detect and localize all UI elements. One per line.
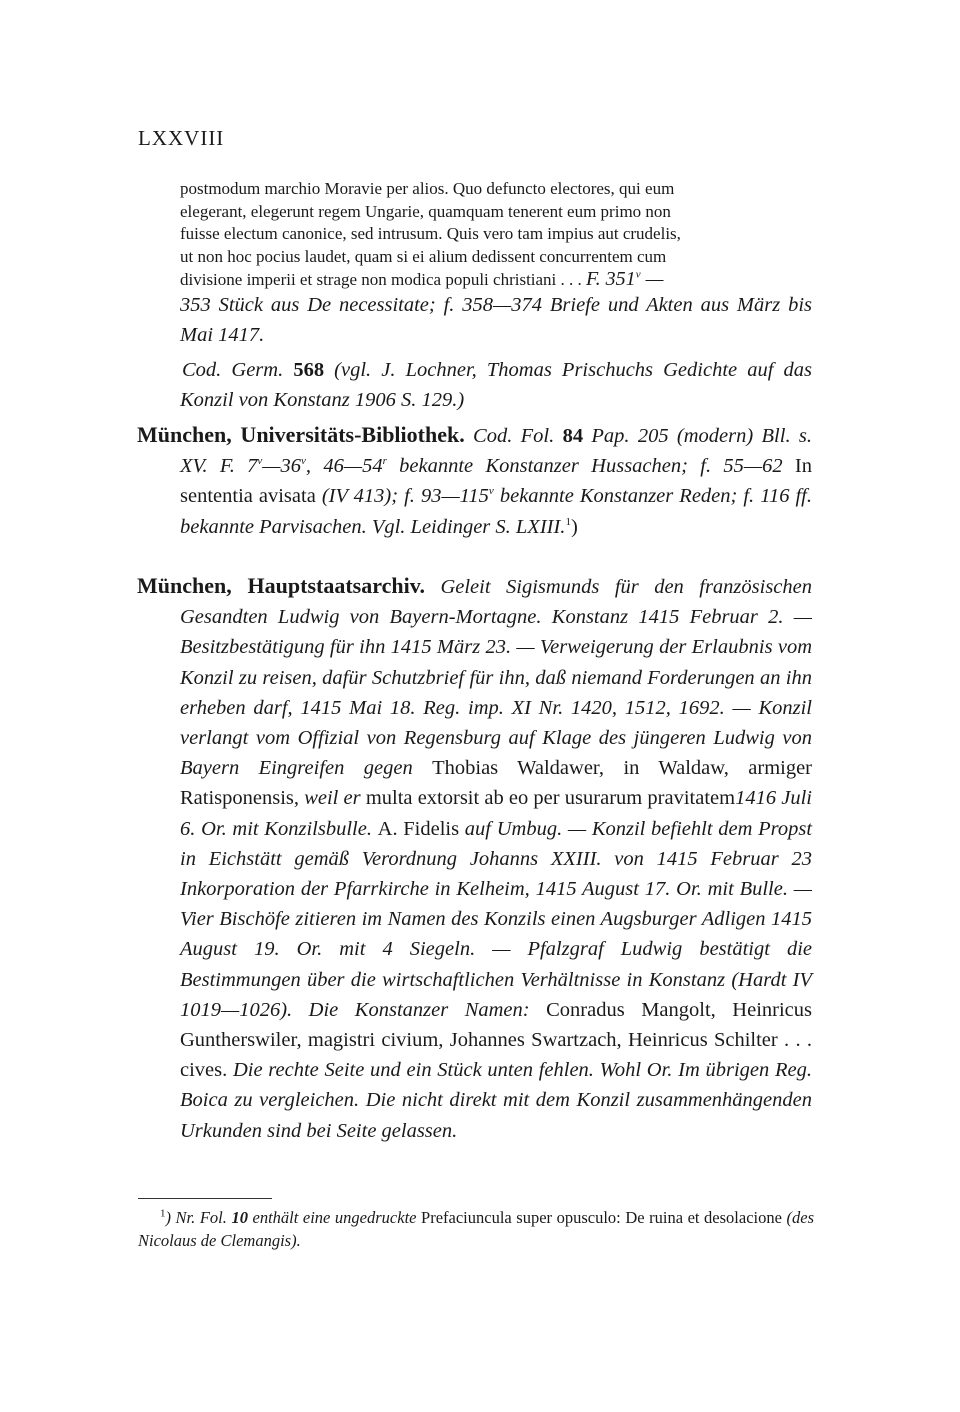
latin-line-2: elegerant, elegerunt regem Ungarie, quamquam tenerent eum primo non bbox=[180, 201, 671, 221]
footnote-number: 1 bbox=[160, 1207, 166, 1220]
codex-number: 568 bbox=[293, 359, 325, 381]
heading-universitaets-bibliothek: München, Universitäts-Bibliothek. bbox=[137, 422, 465, 447]
latin-line-1: postmodum marchio Moravie per alios. Quo defuncto electores, qui eum bbox=[180, 179, 675, 198]
folio-reference: F. 351$^v$ — bbox=[586, 268, 664, 290]
latin-line-4: ut non hoc pocius laudet, quam si ei alium dedissent concurrentem cum bbox=[180, 246, 667, 266]
footnote: $^1$) Nr. Fol. 10 enthält eine ungedruckte Prefaciuncula super opusculo: De ruina et desolacione (des Nicolaus de Clemangis). bbox=[138, 1207, 814, 1250]
entry-contents-continued bbox=[180, 290, 812, 350]
entry-universitaets-bibliothek: München, Universitäts-Bibliothek. Cod. Fol. 84 Pap. 205 (modern) Bll. s. XV. F. 7$^v$—36$^v$, 46—54$^r$ bekannte Konstanzer Hussachen; f. 55—62 In sententia avisata (IV 413); f. 93—115$^v$ bekannte Konstanzer Reden; f. 116 ff. bekannte Parvisachen. Vgl. Leidinger S. LXIII.$^1$) bbox=[137, 422, 812, 538]
heading-hauptstaatsarchiv: München, Hauptstaatsarchiv. bbox=[137, 573, 426, 598]
footnote-divider bbox=[138, 1198, 272, 1199]
latin-line-5: divisione imperii et strage non modica populi christiani . . . bbox=[180, 270, 582, 289]
latin-quote bbox=[180, 178, 812, 292]
entry-cod-germ: Cod. Germ. 568 (vgl. J. Lochner, Thomas Prischuchs Gedichte auf das Konzil von Konstanz 1906 S. 129.) bbox=[180, 359, 813, 412]
page-number: LXXVIII bbox=[138, 126, 225, 150]
contents-text: 353 Stück aus De necessitate; f. 358—374 Briefe und Akten aus März bis Mai 1417. bbox=[180, 294, 812, 347]
footnote-marker: 1 bbox=[565, 515, 571, 528]
latin-line-3: fuisse electum canonice, sed intrusum. Quis vero tam impius aut crudelis, bbox=[180, 224, 681, 243]
entry-hauptstaatsarchiv: München, Hauptstaatsarchiv. Geleit Sigismunds für den französischen Gesandten Ludwig von Bayern-Mortagne. Konstanz 1415 Februar 2. — Besitzbestätigung für ihn 1415 März 23. — Verweigerung der Erlaubnis vom Konzil zu reisen, dafür Schutzbrief für ihn, daß niemand Forderungen an ihn erheben darf, 1415 Mai 18. Reg. imp. XI Nr. 1420, 1512, 1692. — Konzil verlangt vom Offizial von Regensburg auf Klage des jüngeren Ludwig von Bayern Eingreifen gegen Thobias Waldawer, in Waldaw, armiger Ratisponensis, weil er multa extorsit ab eo per usurarum pravitatem1416 Juli 6. Or. mit Konzilsbulle. A. Fidelis auf Umbug. — Konzil befiehlt dem Propst in Eichstätt gemäß Verordnung Johanns XXIII. von 1415 Februar 23 Inkorporation der Pfarrkirche in Kelheim, 1415 August 17. Or. mit Bulle. — Vier Bischöfe zitieren im Namen des Konzils einen Augsburger Adligen 1415 August 19. Or. mit 4 Siegeln. — Pfalzgraf Ludwig bestätigt die Bestimmungen über die wirtschaftlichen Verhältnisse in Konstanz (Hardt IV 1019—1026). Die Konstanzer Namen: Conradus Mangolt, Heinricus Guntherswiler, magistri civium, Johannes Swartzach, Heinricus Schilter . . . cives. Die rechte Seite und ein Stück unten fehlen. Wohl Or. Im übrigen Reg. Boica zu vergleichen. Die nicht direkt mit dem Konzil zusammenhängenden Urkunden sind bei Seite gelassen. bbox=[137, 573, 813, 1142]
